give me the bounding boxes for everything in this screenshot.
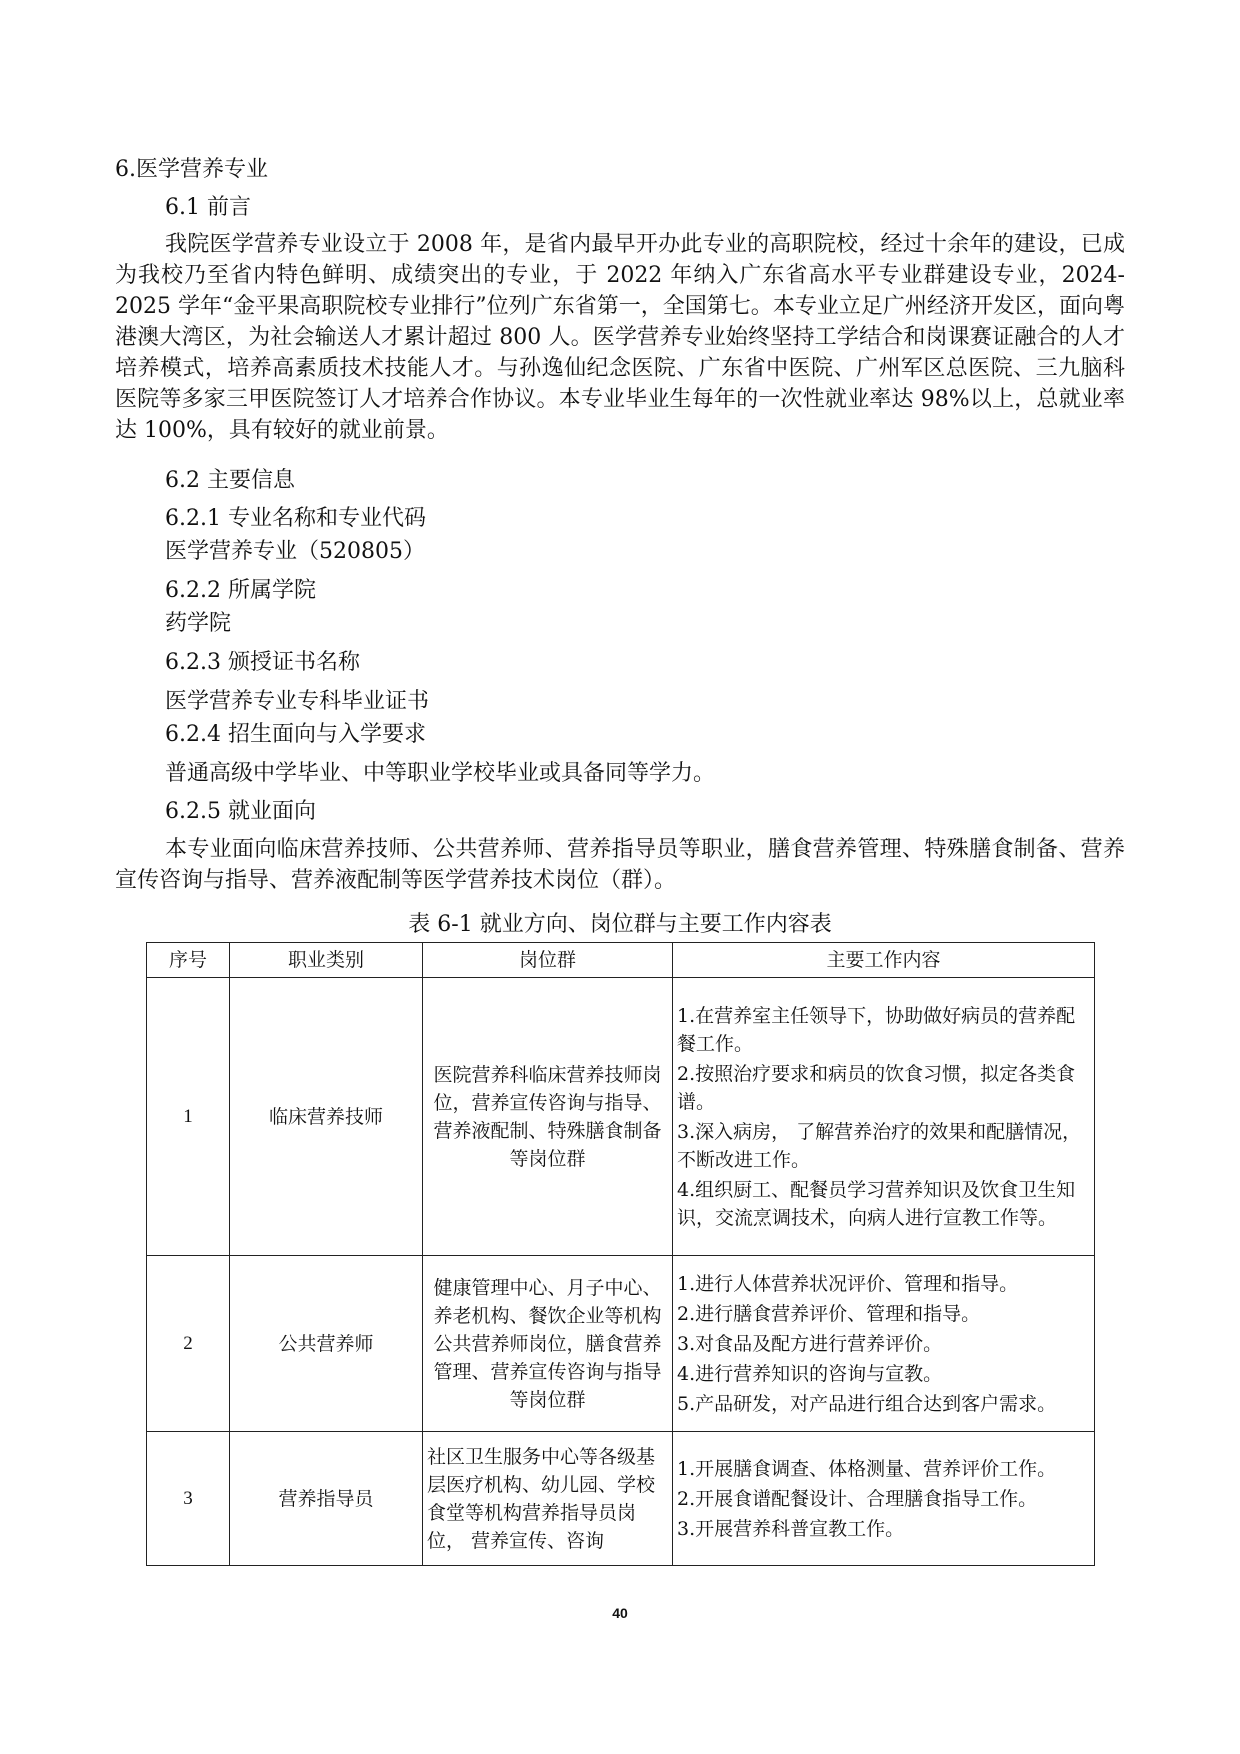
work-item: 3.对食品及配方进行营养评价。: [677, 1332, 943, 1355]
page-number: 40: [612, 1605, 628, 1621]
work-item: 2.开展食谱配餐设计、合理膳食指导工作。: [677, 1487, 1038, 1510]
row-category: 营养指导员: [230, 1432, 423, 1566]
work-item: 1.在营养室主任领导下，协助做好病员的营养配餐工作。: [677, 1004, 1076, 1055]
admission-heading: 6.2.4 招生面向与入学要求: [165, 722, 426, 747]
work-item: 2.按照治疗要求和病员的饮食习惯，拟定各类食谱。: [677, 1062, 1076, 1113]
work-item: 5.产品研发，对产品进行组合达到客户需求。: [677, 1392, 1057, 1415]
row-work: [673, 1256, 1095, 1432]
table-caption: 表 6-1 就业方向、岗位群与主要工作内容表: [408, 912, 832, 937]
header-no: 序号: [147, 943, 230, 978]
jobs-table: [146, 942, 1095, 1566]
employment-heading: 6.2.5 就业面向: [165, 799, 316, 824]
work-item: 4.进行营养知识的咨询与宣教。: [677, 1362, 943, 1385]
foreword-paragraph: 我院医学营养专业设立于 2008 年，是省内最早开办此专业的高职院校，经过十余年的建设，已成为我校乃至省内特色鲜明、成绩突出的专业，于 2022 年纳入广东省高水平专业群建设专业，2024-2025 学年“金平果高职院校专业排行”位列广东省第一，全国第七。本专业立足广州经济开发区，面向粤港澳大湾区，为社会输送人才累计超过 800 人。医学营养专业始终坚持工学结合和岗课赛证融合的人才培养模式，培养高素质技术技能人才。与孙逸仙纪念医院、广东省中医院、广州军区总医院、三九脑科医院等多家三甲医院签订人才培养合作协议。本专业毕业生每年的一次性就业率达 98%以上，总就业率达 100%，具有较好的就业前景。: [115, 232, 1125, 443]
row-category: 公共营养师: [230, 1256, 423, 1432]
work-item: 1.进行人体营养状况评价、管理和指导。: [677, 1272, 1019, 1295]
row-group: 社区卫生服务中心等各级基层医疗机构、幼儿园、学校食堂等机构营养指导员岗位， 营养宣传、咨询: [423, 1432, 673, 1566]
section-heading: 6.医学营养专业: [115, 157, 268, 182]
certificate-value: 医学营养专业专科毕业证书: [165, 689, 430, 714]
header-category: 职业类别: [230, 943, 423, 978]
name-code-heading: 6.2.1 专业名称和专业代码: [165, 506, 426, 531]
table-header-row: [147, 943, 1095, 978]
work-item: 4.组织厨工、配餐员学习营养知识及饮食卫生知识，交流烹调技术，向病人进行宣教工作等。: [677, 1178, 1076, 1229]
employment-paragraph: 本专业面向临床营养技师、公共营养师、营养指导员等职业，膳食营养管理、特殊膳食制备、营养宣传咨询与指导、营养液配制等医学营养技术岗位（群）。: [115, 837, 1125, 893]
table-row: [147, 978, 1095, 1256]
work-item: 3.深入病房， 了解营养治疗的效果和配膳情况，不断改进工作。: [677, 1120, 1082, 1171]
work-item: 1.开展膳食调查、体格测量、营养评价工作。: [677, 1457, 1057, 1480]
work-item: 3.开展营养科普宣教工作。: [677, 1517, 905, 1540]
row-category: 临床营养技师: [230, 978, 423, 1256]
table-row: [147, 1432, 1095, 1566]
foreword-heading: 6.1 前言: [165, 195, 251, 220]
admission-value: 普通高级中学毕业、中等职业学校毕业或具备同等学力。: [165, 761, 716, 786]
certificate-heading: 6.2.3 颁授证书名称: [165, 650, 360, 675]
row-no: 3: [147, 1432, 230, 1566]
table-row: [147, 1256, 1095, 1432]
row-no: 2: [147, 1256, 230, 1432]
name-code-value: 医学营养专业（520805）: [165, 539, 425, 564]
row-work: [673, 1432, 1095, 1566]
row-no: 1: [147, 978, 230, 1256]
row-group: 健康管理中心、月子中心、养老机构、餐饮企业等机构公共营养师岗位，膳食营养管理、营养宣传咨询与指导等岗位群: [423, 1256, 673, 1432]
row-work: [673, 978, 1095, 1256]
header-work: 主要工作内容: [673, 943, 1095, 978]
header-group: 岗位群: [423, 943, 673, 978]
work-item: 2.进行膳食营养评价、管理和指导。: [677, 1302, 981, 1325]
college-value: 药学院: [165, 611, 232, 636]
college-heading: 6.2.2 所属学院: [165, 578, 316, 603]
row-group: 医院营养科临床营养技师岗位，营养宣传咨询与指导、营养液配制、特殊膳食制备等岗位群: [423, 978, 673, 1256]
main-info-heading: 6.2 主要信息: [165, 468, 295, 493]
